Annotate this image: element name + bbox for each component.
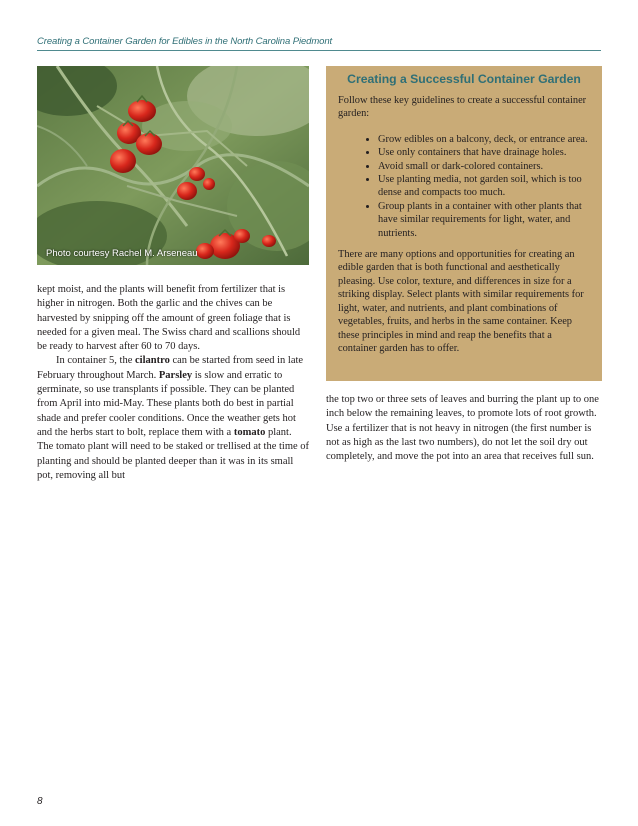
guideline-item: • Group plants in a container with other plants that have similar requirements for light, water, and nutrients. [378,200,590,240]
body-paragraph: the top two or three sets of leaves and burring the plant up to one inch below the remaining leaves, to promote lots of root growth. Use a fertilizer that is not heavy in nitrogen (the first number is not as high as the last two numbers), do not let the soil dry out completely, and move the pot into an area that receives full sun. [326,394,599,463]
sidebar-title: Creating a Successful Container Garden [347,72,581,86]
text-run: can be started from seed in late February throughout March. [37,355,304,381]
right-column [326,393,601,464]
cilantro-term: cilantro [135,355,170,367]
running-header: Creating a Container Garden for Edibles in the North Carolina Piedmont [37,36,333,47]
tomato-photo [37,66,309,265]
guideline-item: • Avoid small or dark-colored containers. [378,160,590,173]
text-run: plant. The tomato plant will need to be staked or trellised at the time of planting and should be planted deeper than it was in its small pot, removing all but [37,426,310,481]
guideline-item: • Use only containers that have drainage holes. [378,146,590,159]
sidebar-intro: Follow these key guidelines to create a successful container garden: [338,95,587,120]
guideline-list [338,133,590,240]
guideline-item: • Grow edibles on a balcony, deck, or entrance area. [378,133,590,146]
text-run: In container 5, the [56,355,136,367]
photo-credit: Photo courtesy Rachel M. Arseneau [46,248,198,259]
body-paragraph: kept moist, and the plants will benefit from fertilizer that is higher in nitrogen. Both the garlic and the chives can be harvested by snipping off the amount of green foliage that is needed for a given meal. The Swiss chard and scallions should be ready to harvest after 60 to 70 days. [37,284,301,353]
parsley-term: Parsley [158,369,193,381]
left-column [37,283,310,483]
header-rule [37,50,601,51]
body-paragraph [37,354,310,483]
page-number: 8 [37,796,43,807]
guideline-item: • Use planting media, not garden soil, which is too dense and compacts too much. [378,173,590,200]
text-run: is slow and erratic to germinate, so use transplants if possible. They can be planted from April into mid-May. These plants both do best in partial shade and prefer cooler conditions. Once the weather gets hot and the herbs start to bolt, replace them with a [37,369,296,438]
tomato-term: tomato [233,426,266,438]
sidebar-closing: There are many options and opportunities for creating an edible garden that is both functional and aesthetically pleasing. Use color, texture, and differences in size for a striking display. Select plants with similar requirements for light, water, and nutrients, and plant combinations of vegetables, fruits, and herbs in the same container. Keep these principles in mind and reap the benefits that a container garden has to offer. [338,249,584,354]
sidebar-box [326,66,602,381]
